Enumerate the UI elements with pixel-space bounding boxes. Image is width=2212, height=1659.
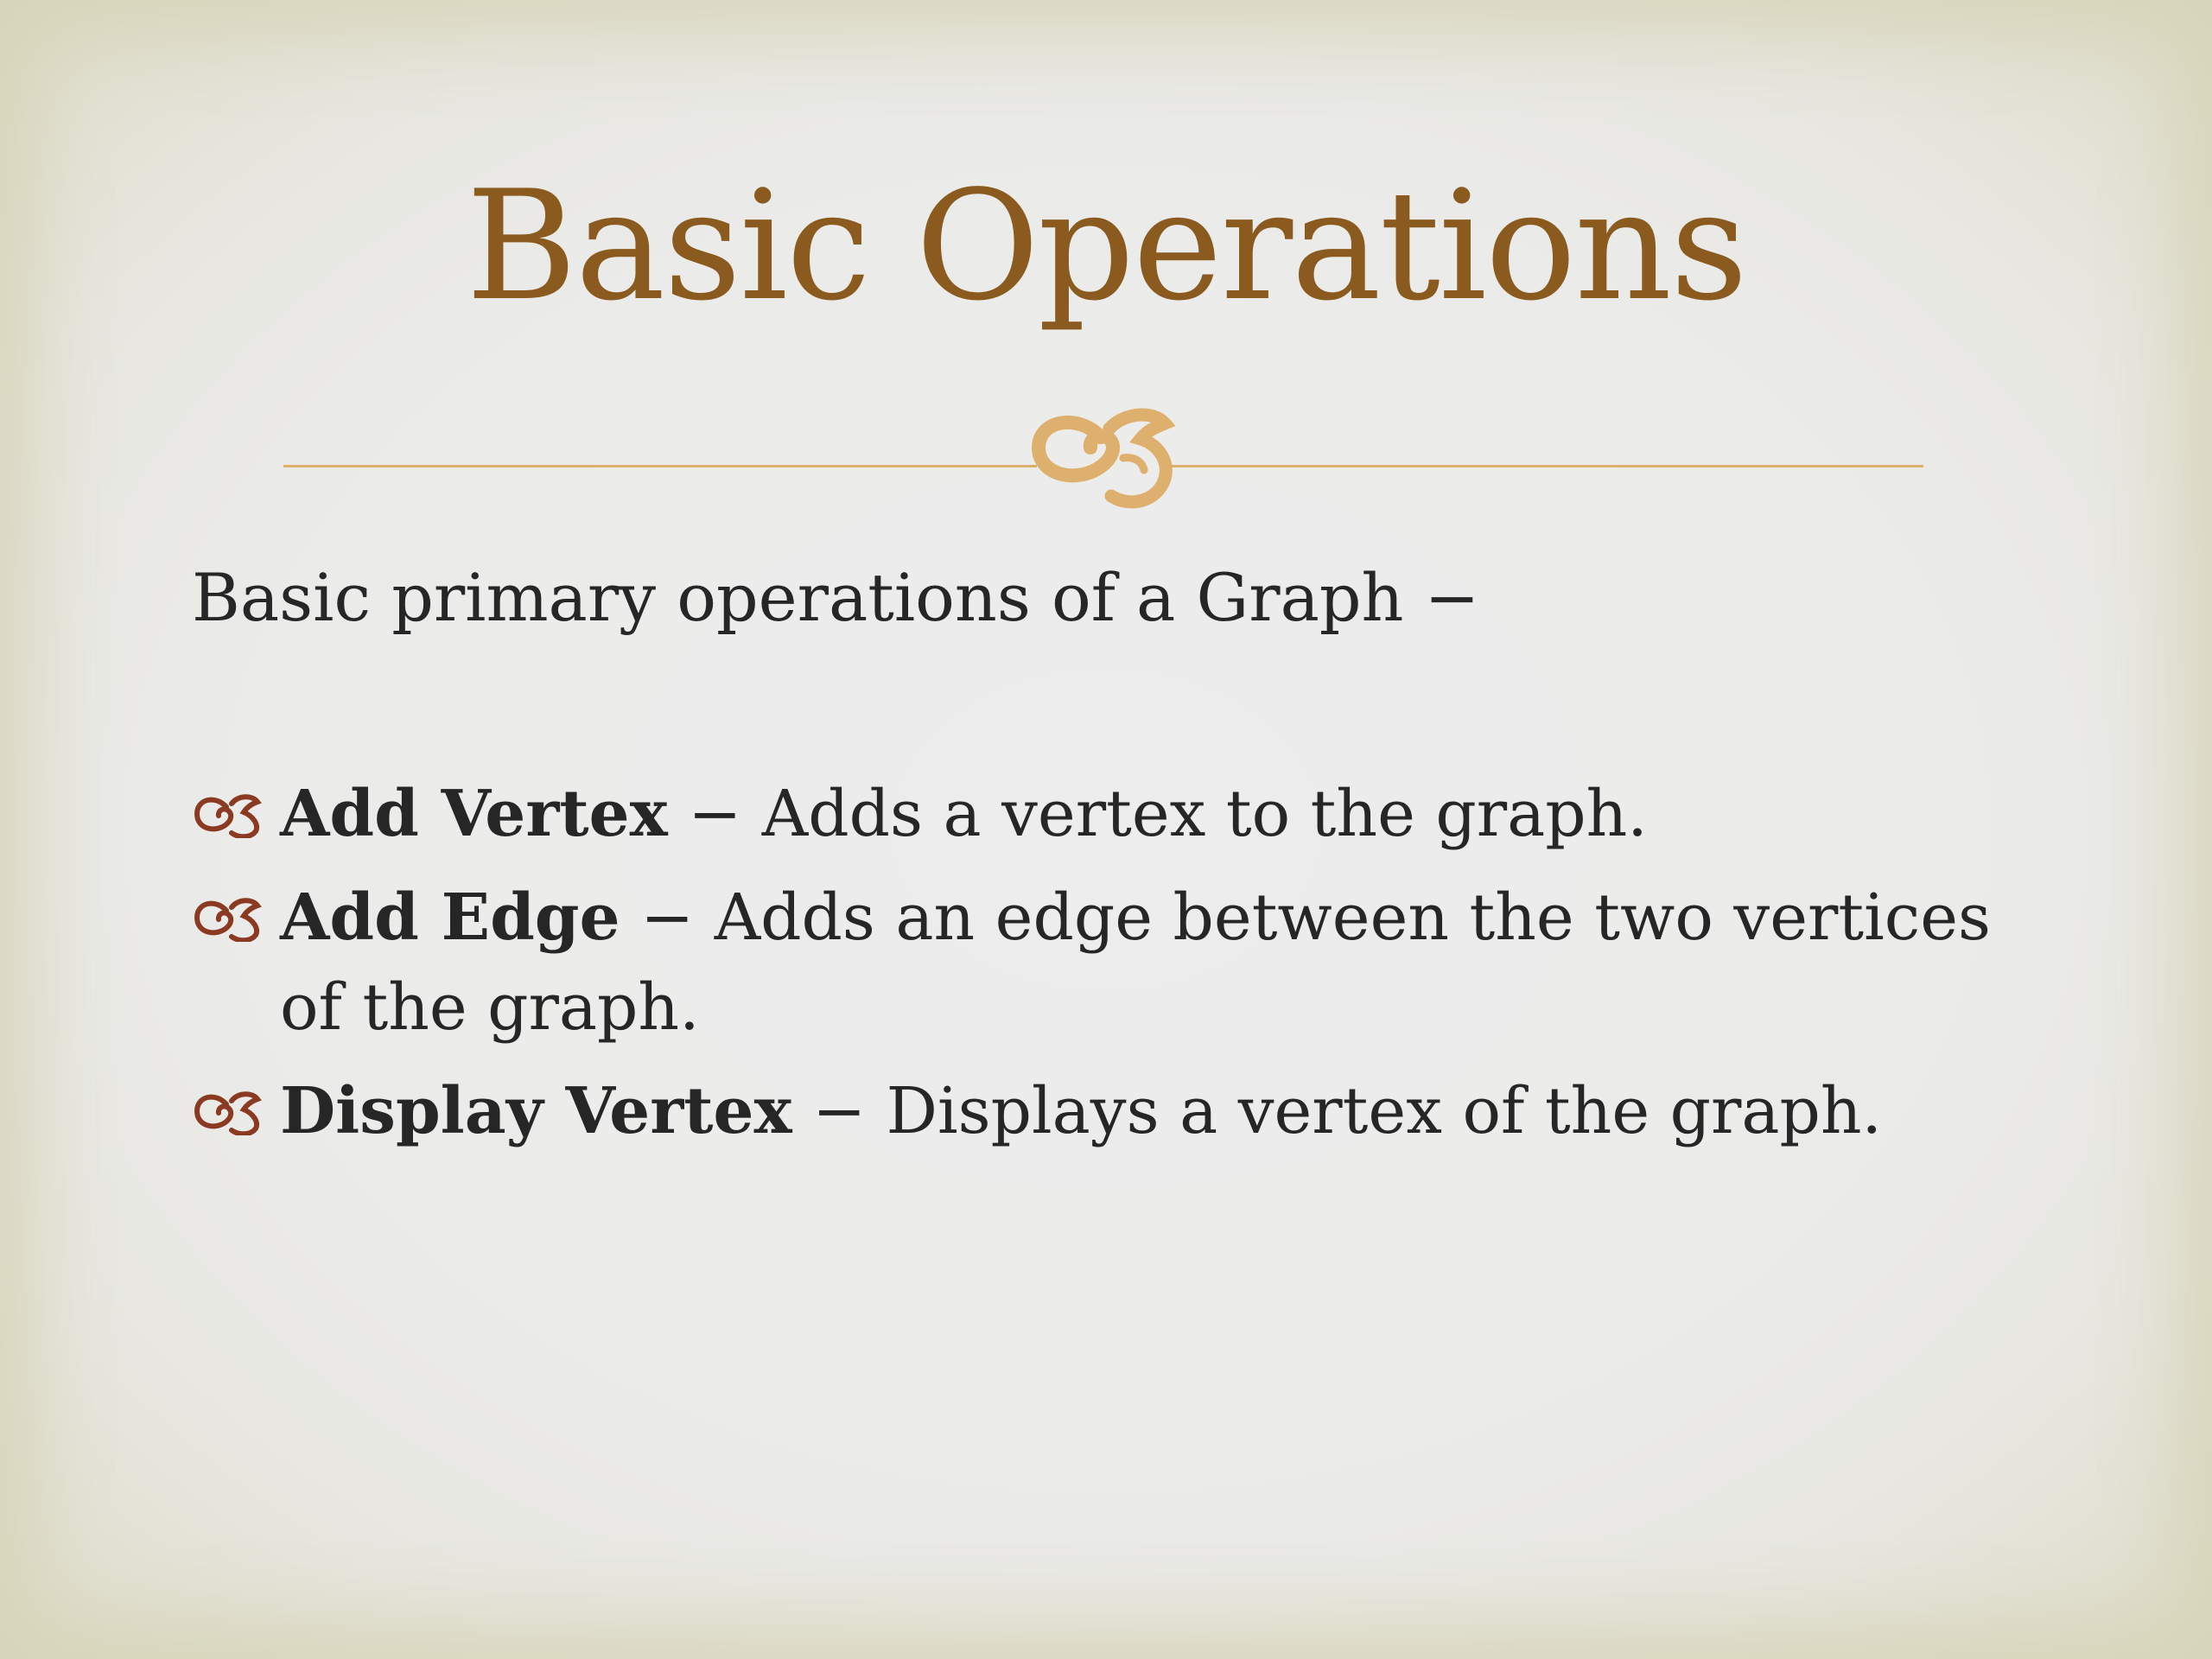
intro-text: Basic primary operations of a Graph − [192, 559, 1480, 636]
bullet-term: Add Edge [280, 880, 620, 955]
bullet-item [192, 769, 2041, 859]
bullet-term: Add Vertex [280, 777, 668, 851]
bullet-item [192, 1066, 2041, 1156]
bullet-separator: − [667, 777, 762, 851]
divider-line-right [1166, 465, 1923, 467]
slide-title: Basic Operations [466, 159, 1746, 334]
bullet-description: Adds a vertex to the graph. [761, 777, 1648, 851]
bullet-separator: − [791, 1074, 887, 1148]
bullet-item [192, 873, 2041, 1052]
divider-line-left [283, 465, 1037, 467]
bullet-description: Adds an edge between the two vertices of the graph. [280, 880, 1991, 1045]
curly-flourish-icon [192, 893, 263, 942]
curly-flourish-icon [192, 790, 263, 838]
bullet-description: Displays a vertex of the graph. [886, 1074, 1883, 1148]
curly-flourish-icon [192, 1087, 263, 1135]
bullet-term: Display Vertex [280, 1074, 792, 1148]
bullet-separator: − [620, 880, 715, 955]
bullet-list [192, 769, 2041, 1170]
flourish-ornament-icon [1027, 394, 1179, 515]
